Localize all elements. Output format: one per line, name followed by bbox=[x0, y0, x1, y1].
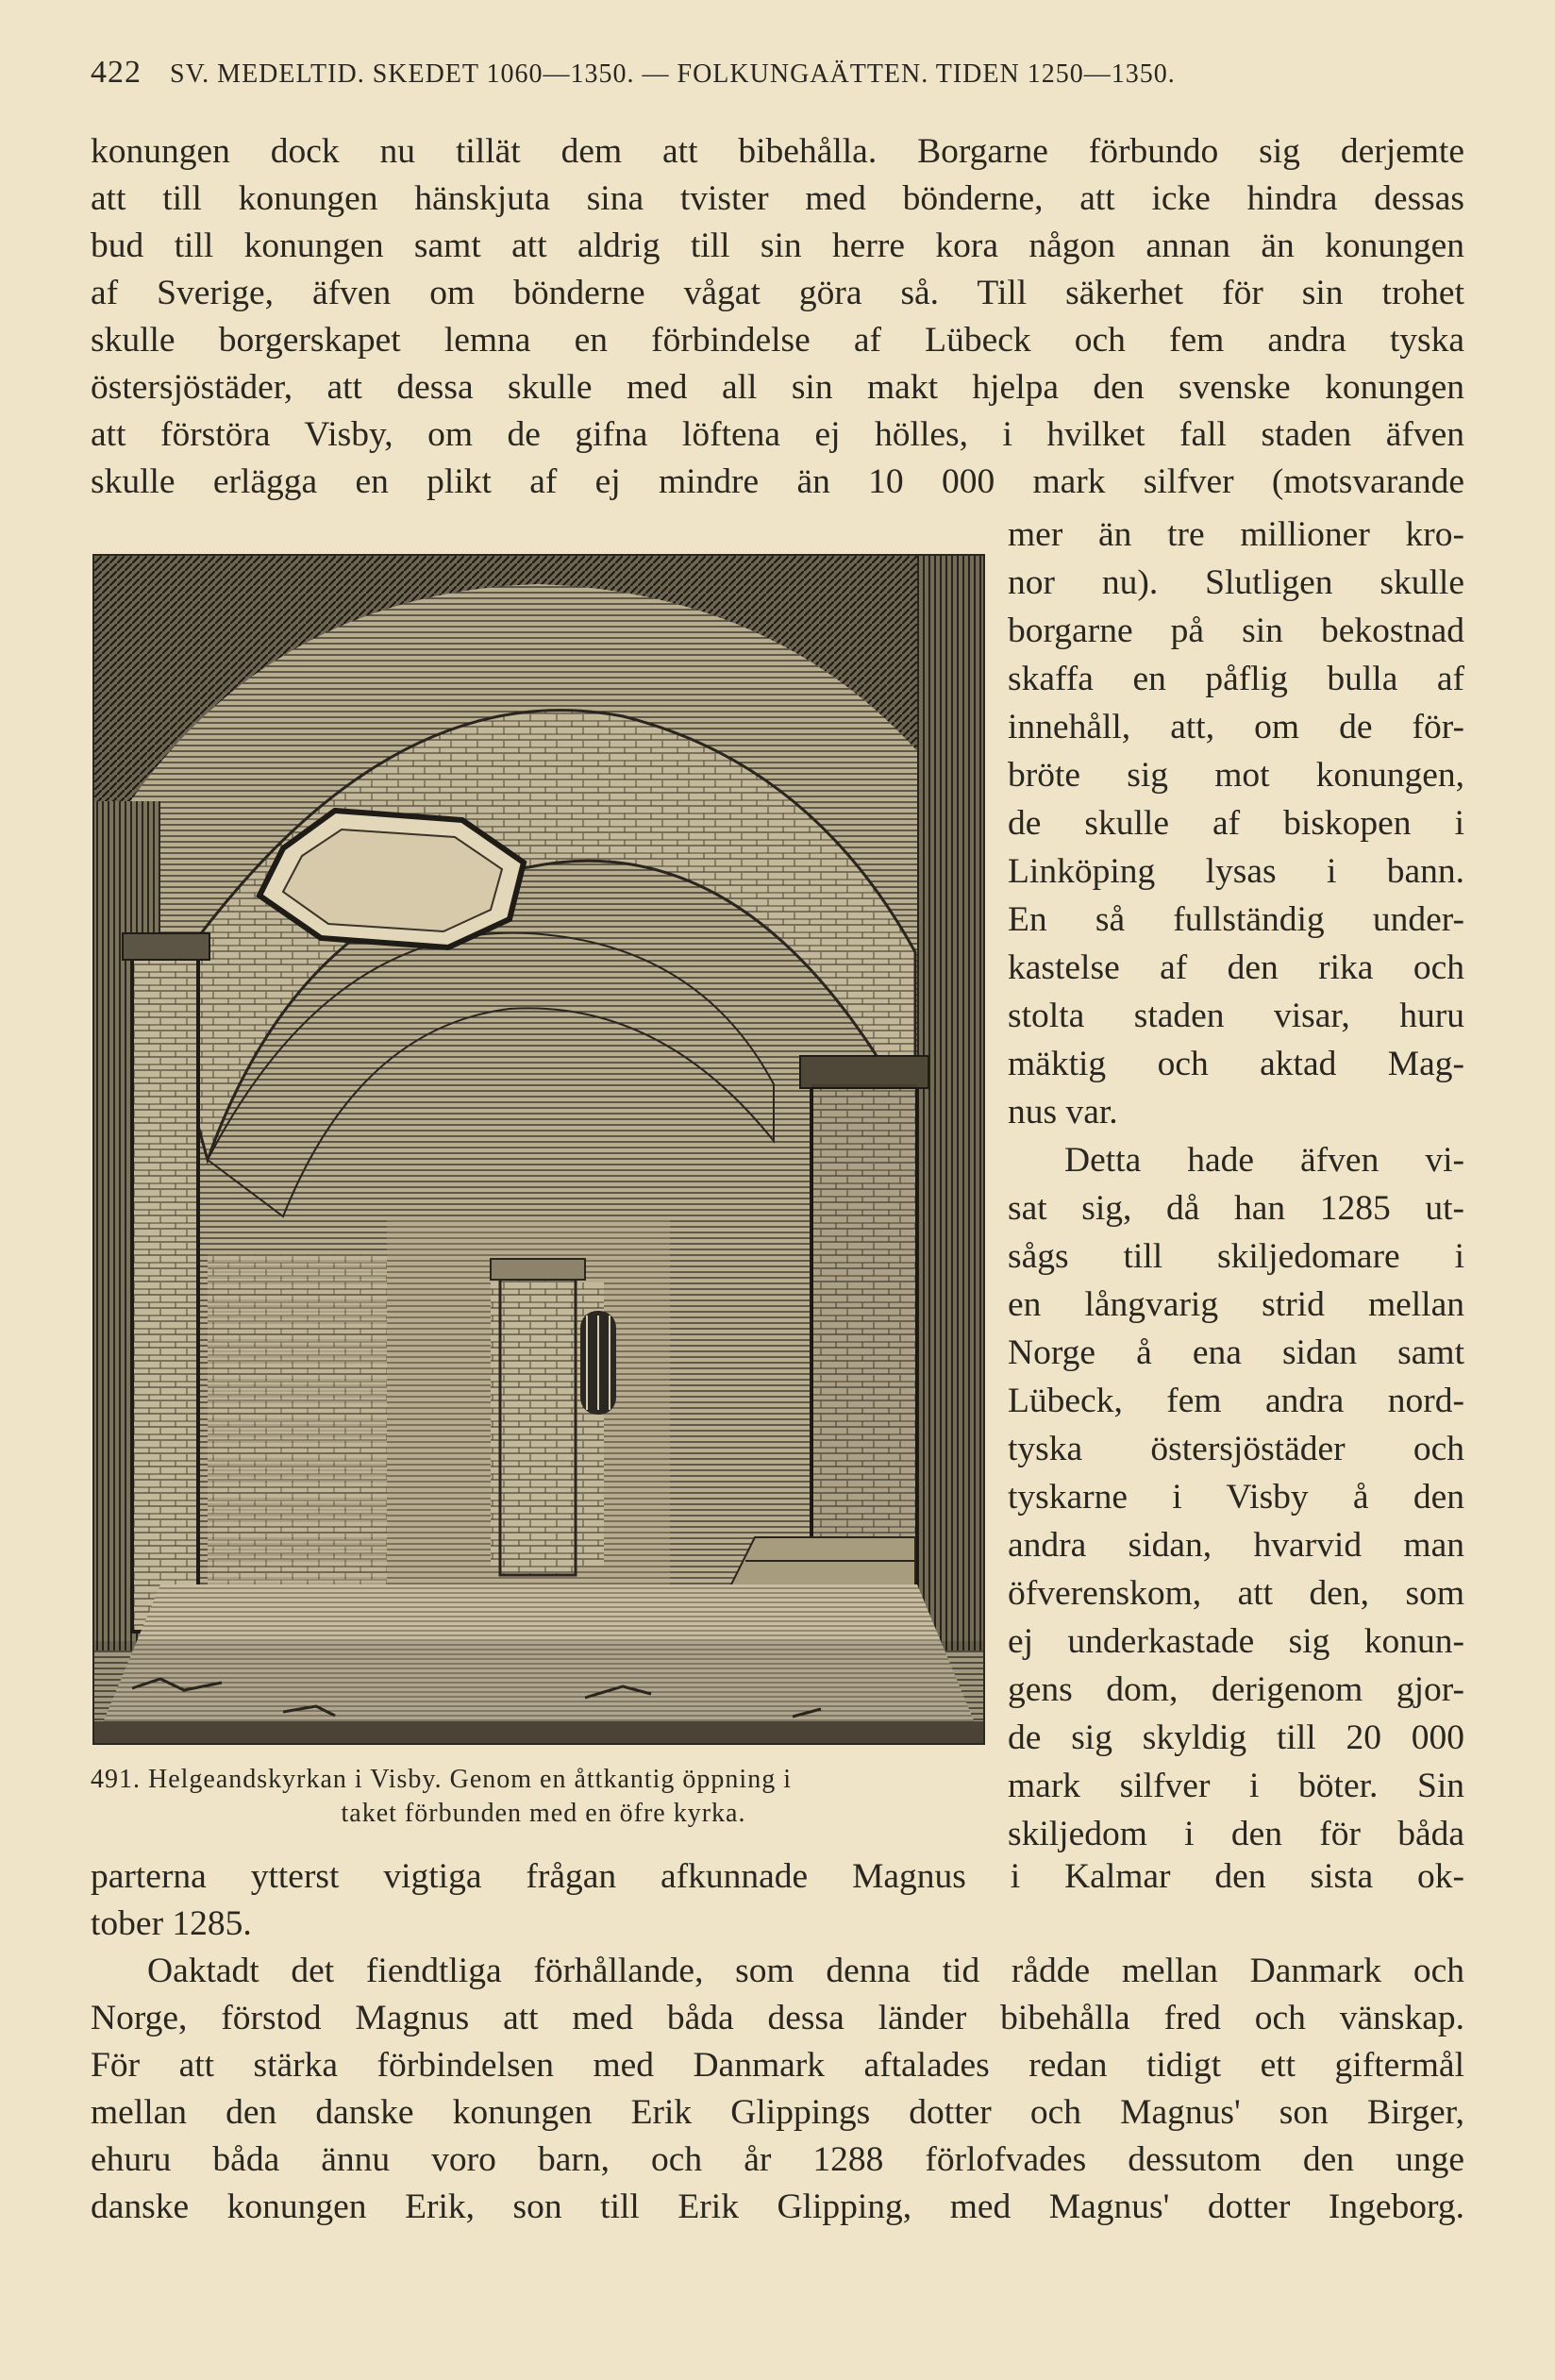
column-line: mäktig och aktad Mag- bbox=[1008, 1045, 1464, 1083]
column-line: innehåll, att, om de för- bbox=[1008, 708, 1464, 746]
text-line: parterna ytterst vigtiga frågan afkunnade Magnus i Kalmar den sista ok- bbox=[91, 1857, 1464, 1896]
text-line: ehuru båda ännu voro barn, och år 1288 förlofvades dessutom den unge bbox=[91, 2140, 1464, 2179]
text-line: att till konungen hänskjuta sina tvister med bönderne, att icke hindra dessas bbox=[91, 179, 1464, 218]
column-line: mark silfver i böter. Sin bbox=[1008, 1767, 1464, 1805]
text-line: Norge, förstod Magnus att med båda dessa länder bibehålla fred och vänskap. bbox=[91, 1999, 1464, 2037]
column-line: skaffa en påflig bulla af bbox=[1008, 660, 1464, 698]
column-line: Norge å ena sidan samt bbox=[1008, 1333, 1464, 1372]
column-line: andra sidan, hvarvid man bbox=[1008, 1526, 1464, 1565]
text-line: af Sverige, äfven om bönderne vågat göra så. Till säkerhet för sin trohet bbox=[91, 274, 1464, 312]
column-line: Lübeck, fem andra nord- bbox=[1008, 1382, 1464, 1420]
column-line: en långvarig strid mellan bbox=[1008, 1285, 1464, 1324]
text-line: skulle borgerskapet lemna en förbindelse af Lübeck och fem andra tyska bbox=[91, 321, 1464, 360]
text-line: För att stärka förbindelsen med Danmark aftalades redan tidigt ett giftermål bbox=[91, 2046, 1464, 2085]
column-line: kastelse af den rika och bbox=[1008, 948, 1464, 987]
column-line: öfverenskom, att den, som bbox=[1008, 1574, 1464, 1613]
text-line: tober 1285. bbox=[91, 1904, 252, 1943]
running-header bbox=[91, 55, 1468, 102]
column-line: ej underkastade sig konun- bbox=[1008, 1622, 1464, 1661]
column-line: tyska östersjöstäder och bbox=[1008, 1430, 1464, 1468]
text-line: danske konungen Erik, son till Erik Glipping, med Magnus' dotter Ingeborg. bbox=[91, 2187, 1464, 2226]
column-line: gens dom, derigenom gjor- bbox=[1008, 1670, 1464, 1709]
column-line: de sig skyldig till 20 000 bbox=[1008, 1718, 1464, 1757]
column-line: sågs till skiljedomare i bbox=[1008, 1237, 1464, 1276]
column-line: de skulle af biskopen i bbox=[1008, 804, 1464, 843]
column-line: mer än tre millioner kro- bbox=[1008, 515, 1464, 554]
figure-caption: taket förbunden med en öfre kyrka. bbox=[341, 1799, 746, 1828]
running-title: SV. MEDELTID. SKEDET 1060—1350. — FOLKUNGAÄTTEN. TIDEN 1250—1350. bbox=[170, 59, 1176, 89]
figure-caption: 491. Helgeandskyrkan i Visby. Genom en åttkantig öppning i bbox=[91, 1765, 792, 1794]
column-line: tyskarne i Visby å den bbox=[1008, 1478, 1464, 1517]
text-line: östersjöstäder, att dessa skulle med all sin makt hjelpa den svenske konungen bbox=[91, 368, 1464, 407]
column-line: skiljedom i den för båda bbox=[1008, 1815, 1464, 1853]
column-line: bröte sig mot konungen, bbox=[1008, 756, 1464, 795]
column-line: borgarne på sin bekostnad bbox=[1008, 612, 1464, 650]
text-line: bud till konungen samt att aldrig till sin herre kora någon annan än konungen bbox=[91, 226, 1464, 265]
column-line: nor nu). Slutligen skulle bbox=[1008, 563, 1464, 602]
column-line: Linköping lysas i bann. bbox=[1008, 852, 1464, 891]
engraving-illustration bbox=[92, 554, 985, 1745]
text-line: konungen dock nu tillät dem att bibehålla. Borgarne förbundo sig derjemte bbox=[91, 132, 1464, 171]
column-line: nus var. bbox=[1008, 1093, 1118, 1131]
text-line: mellan den danske konungen Erik Glippings dotter och Magnus' son Birger, bbox=[91, 2093, 1464, 2132]
page-number: 422 bbox=[91, 55, 142, 90]
column-line: stolta staden visar, huru bbox=[1008, 997, 1464, 1035]
text-line: att förstöra Visby, om de gifna löftena ej hölles, i hvilket fall staden äfven bbox=[91, 415, 1464, 454]
column-line: Detta hade äfven vi- bbox=[1064, 1141, 1464, 1180]
column-line: sat sig, då han 1285 ut- bbox=[1008, 1189, 1464, 1228]
text-line: Oaktadt det fiendtliga förhållande, som denna tid rådde mellan Danmark och bbox=[147, 1952, 1464, 1990]
column-line: En så fullständig under- bbox=[1008, 900, 1464, 939]
text-line: skulle erlägga en plikt af ej mindre än 10 000 mark silfver (motsvarande bbox=[91, 462, 1464, 501]
